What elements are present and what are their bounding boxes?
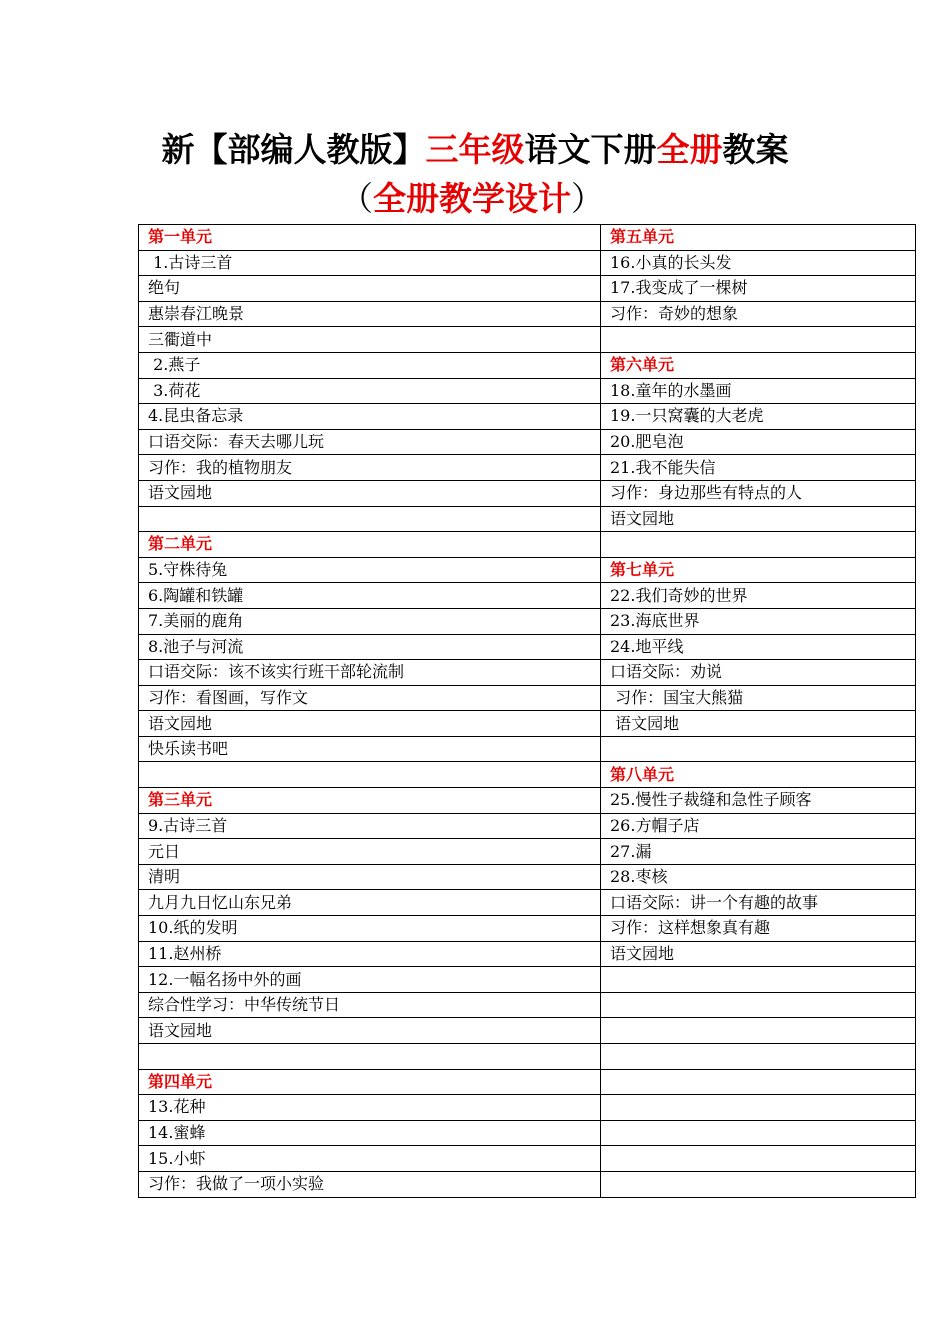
table-row xyxy=(139,967,916,993)
table-row xyxy=(139,1171,916,1197)
lesson-entry: 1.古诗三首 xyxy=(139,250,601,276)
table-row xyxy=(139,1018,916,1044)
lesson-entry: 10.纸的发明 xyxy=(139,916,601,942)
title-part-1: 新【部编人教版】 xyxy=(161,130,426,169)
lesson-entry: 26.方帽子店 xyxy=(601,813,916,839)
unit-heading: 第七单元 xyxy=(601,557,916,583)
lesson-entry: 综合性学习：中华传统节日 xyxy=(139,992,601,1018)
lesson-entry: 习作：国宝大熊猫 xyxy=(601,685,916,711)
contents-table-body xyxy=(139,225,916,1198)
table-row xyxy=(139,890,916,916)
table-row xyxy=(139,1095,916,1121)
table-row xyxy=(139,532,916,558)
table-row xyxy=(139,455,916,481)
table-row xyxy=(139,301,916,327)
lesson-entry: 习作：这样想象真有趣 xyxy=(601,916,916,942)
subtitle-open-paren: （ xyxy=(340,179,373,218)
lesson-entry: 语文园地 xyxy=(601,711,916,737)
table-row xyxy=(139,225,916,251)
empty-cell xyxy=(139,762,601,788)
lesson-entry: 绝句 xyxy=(139,276,601,302)
unit-heading: 第六单元 xyxy=(601,352,916,378)
empty-cell xyxy=(601,1146,916,1172)
lesson-entry: 25.慢性子裁缝和急性子顾客 xyxy=(601,788,916,814)
title-part-3: 语文下册 xyxy=(524,130,657,169)
title-part-grade: 三年级 xyxy=(425,130,525,169)
lesson-entry: 23.海底世界 xyxy=(601,608,916,634)
empty-cell xyxy=(139,1044,601,1070)
title-part-5: 教案 xyxy=(722,130,789,169)
lesson-entry: 语文园地 xyxy=(139,711,601,737)
table-row xyxy=(139,813,916,839)
empty-cell xyxy=(601,736,916,762)
empty-cell xyxy=(601,1171,916,1197)
lesson-entry: 清明 xyxy=(139,864,601,890)
lesson-entry: 28.枣核 xyxy=(601,864,916,890)
table-row xyxy=(139,864,916,890)
empty-cell xyxy=(601,1044,916,1070)
lesson-entry: 口语交际：讲一个有趣的故事 xyxy=(601,890,916,916)
lesson-entry: 语文园地 xyxy=(139,480,601,506)
table-row xyxy=(139,1120,916,1146)
lesson-entry: 18.童年的水墨画 xyxy=(601,378,916,404)
empty-cell xyxy=(601,967,916,993)
empty-cell xyxy=(601,992,916,1018)
lesson-entry: 快乐读书吧 xyxy=(139,736,601,762)
lesson-entry: 14.蜜蜂 xyxy=(139,1120,601,1146)
lesson-entry: 口语交际：劝说 xyxy=(601,660,916,686)
lesson-entry: 习作：看图画，写作文 xyxy=(139,685,601,711)
unit-heading: 第二单元 xyxy=(139,532,601,558)
lesson-entry: 惠崇春江晚景 xyxy=(139,301,601,327)
lesson-entry: 语文园地 xyxy=(601,941,916,967)
lesson-entry: 7.美丽的鹿角 xyxy=(139,608,601,634)
table-row xyxy=(139,634,916,660)
lesson-entry: 27.漏 xyxy=(601,839,916,865)
lesson-entry: 12.一幅名扬中外的画 xyxy=(139,967,601,993)
lesson-entry: 三衢道中 xyxy=(139,327,601,353)
table-row xyxy=(139,429,916,455)
table-row xyxy=(139,583,916,609)
lesson-entry: 4.昆虫备忘录 xyxy=(139,404,601,430)
table-row xyxy=(139,685,916,711)
lesson-entry: 21.我不能失信 xyxy=(601,455,916,481)
lesson-entry: 口语交际：该不该实行班干部轮流制 xyxy=(139,660,601,686)
table-row xyxy=(139,762,916,788)
lesson-entry: 习作：身边那些有特点的人 xyxy=(601,480,916,506)
table-row xyxy=(139,736,916,762)
lesson-entry: 13.花种 xyxy=(139,1095,601,1121)
lesson-entry: 语文园地 xyxy=(601,506,916,532)
lesson-entry: 15.小虾 xyxy=(139,1146,601,1172)
lesson-entry: 5.守株待兔 xyxy=(139,557,601,583)
empty-cell xyxy=(139,506,601,532)
unit-heading: 第一单元 xyxy=(139,225,601,251)
table-row xyxy=(139,404,916,430)
table-row xyxy=(139,941,916,967)
table-row xyxy=(139,1069,916,1095)
table-row xyxy=(139,327,916,353)
lesson-entry: 九月九日忆山东兄弟 xyxy=(139,890,601,916)
contents-table xyxy=(138,224,916,1198)
table-row xyxy=(139,992,916,1018)
table-row xyxy=(139,1146,916,1172)
table-row xyxy=(139,557,916,583)
table-row xyxy=(139,660,916,686)
empty-cell xyxy=(601,1120,916,1146)
document-title xyxy=(0,128,950,172)
empty-cell xyxy=(601,1018,916,1044)
lesson-entry: 习作：我做了一项小实验 xyxy=(139,1171,601,1197)
empty-cell xyxy=(601,532,916,558)
table-row xyxy=(139,506,916,532)
lesson-entry: 22.我们奇妙的世界 xyxy=(601,583,916,609)
table-row xyxy=(139,352,916,378)
table-row xyxy=(139,276,916,302)
table-row xyxy=(139,608,916,634)
table-row xyxy=(139,480,916,506)
table-row xyxy=(139,788,916,814)
subtitle-text: 全册教学设计 xyxy=(373,179,571,218)
lesson-entry: 16.小真的长头发 xyxy=(601,250,916,276)
lesson-entry: 24.地平线 xyxy=(601,634,916,660)
unit-heading: 第五单元 xyxy=(601,225,916,251)
lesson-entry: 语文园地 xyxy=(139,1018,601,1044)
table-row xyxy=(139,378,916,404)
lesson-entry: 习作：奇妙的想象 xyxy=(601,301,916,327)
lesson-entry: 9.古诗三首 xyxy=(139,813,601,839)
table-row xyxy=(139,839,916,865)
unit-heading: 第三单元 xyxy=(139,788,601,814)
lesson-entry: 6.陶罐和铁罐 xyxy=(139,583,601,609)
lesson-entry: 习作：我的植物朋友 xyxy=(139,455,601,481)
document-subtitle xyxy=(340,176,604,222)
lesson-entry: 2.燕子 xyxy=(139,352,601,378)
unit-heading: 第四单元 xyxy=(139,1069,601,1095)
empty-cell xyxy=(601,1095,916,1121)
table-row xyxy=(139,1044,916,1070)
unit-heading: 第八单元 xyxy=(601,762,916,788)
table-row xyxy=(139,916,916,942)
lesson-entry: 17.我变成了一棵树 xyxy=(601,276,916,302)
table-row xyxy=(139,250,916,276)
lesson-entry: 20.肥皂泡 xyxy=(601,429,916,455)
lesson-entry: 8.池子与河流 xyxy=(139,634,601,660)
table-row xyxy=(139,711,916,737)
title-part-full: 全册 xyxy=(656,130,723,169)
lesson-entry: 元日 xyxy=(139,839,601,865)
lesson-entry: 11.赵州桥 xyxy=(139,941,601,967)
empty-cell xyxy=(601,1069,916,1095)
empty-cell xyxy=(601,327,916,353)
lesson-entry: 口语交际：春天去哪儿玩 xyxy=(139,429,601,455)
lesson-entry: 3.荷花 xyxy=(139,378,601,404)
subtitle-close-paren: ） xyxy=(571,179,604,218)
lesson-entry: 19.一只窝囊的大老虎 xyxy=(601,404,916,430)
